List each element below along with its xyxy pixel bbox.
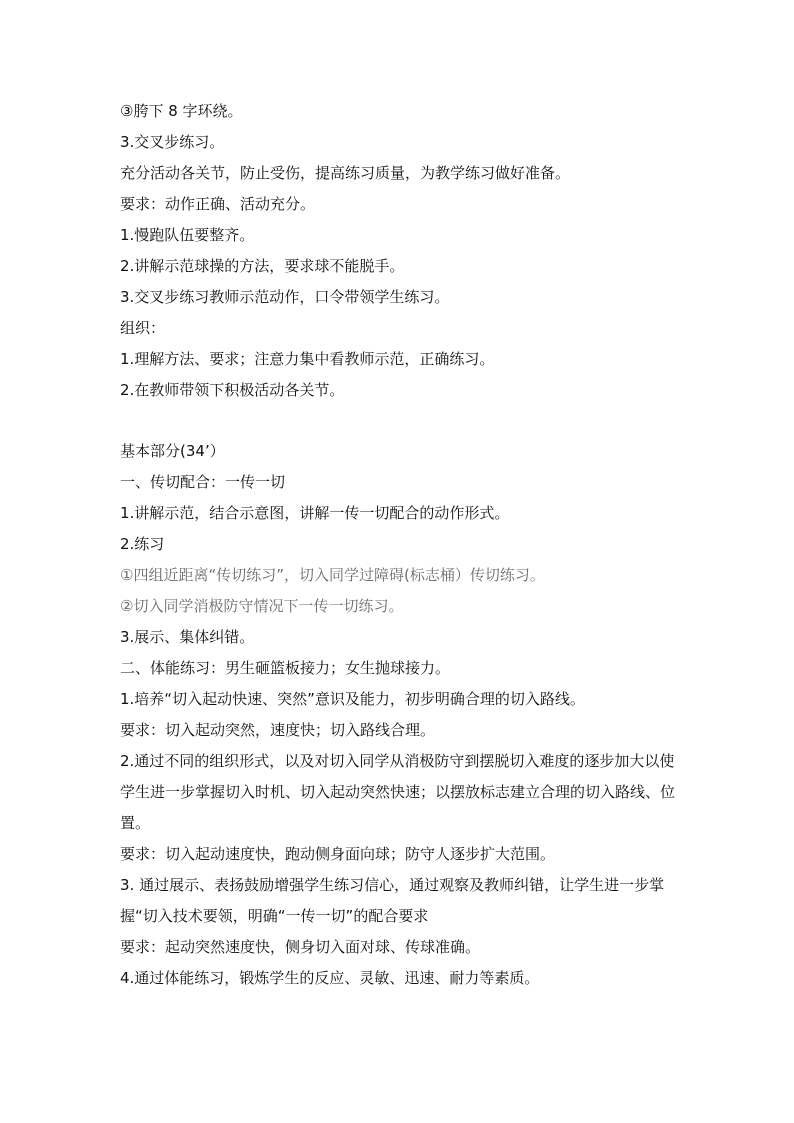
text-line: 3.交叉步练习教师示范动作，口令带领学生练习。 bbox=[120, 288, 450, 306]
section-heading: 基本部分(34’） bbox=[120, 442, 225, 460]
section-spacer bbox=[120, 406, 680, 436]
text-line: 1.慢跑队伍要整齐。 bbox=[120, 226, 255, 244]
text-line: 1.培养“切入起动快速、突然”意识及能力，初步明确合理的切入路线。 bbox=[120, 690, 585, 708]
text-line: 要求：起动突然速度快，侧身切入面对球、传球准确。 bbox=[120, 938, 481, 956]
text-line: 2.练习 bbox=[120, 535, 165, 553]
text-line: 充分活动各关节，防止受伤，提高练习质量，为教学练习做好准备。 bbox=[120, 164, 571, 182]
text-line: 3.展示、集体纠错。 bbox=[120, 628, 255, 646]
text-line: 2.讲解示范球操的方法，要求球不能脱手。 bbox=[120, 257, 405, 275]
text-line: 4.通过体能练习，锻炼学生的反应、灵敏、迅速、耐力等素质。 bbox=[120, 969, 540, 987]
text-line: ①四组近距离“传切练习”，切入同学过障碍(标志桶）传切练习。 bbox=[120, 566, 545, 584]
text-line: ②切入同学消极防守情况下一传一切练习。 bbox=[120, 597, 404, 615]
paragraph: 2.通过不同的组织形式，以及对切入同学从消极防守到摆脱切入难度的逐步加大以使学生进一步掌握切入时机、切入起动突然快速；以摆放标志建立合理的切入路线、位置。 bbox=[120, 752, 676, 832]
text-line: 1.讲解示范，结合示意图，讲解一传一切配合的动作形式。 bbox=[120, 504, 510, 522]
text-line: 一、传切配合：一传一切 bbox=[120, 473, 286, 491]
text-line: 二、体能练习：男生砸篮板接力；女生抛球接力。 bbox=[120, 659, 451, 677]
document-body bbox=[120, 96, 680, 994]
paragraph: 3. 通过展示、表扬鼓励增强学生练习信心，通过观察及教师纠错，让学生进一步掌握“切入技术要领，明确“一传一切”的配合要求 bbox=[120, 876, 665, 925]
text-line: 要求：切入起动突然，速度快；切入路线合理。 bbox=[120, 721, 436, 739]
text-line: ③胯下 8 字环绕。 bbox=[120, 102, 243, 120]
text-line: 2.在教师带领下积极活动各关节。 bbox=[120, 381, 345, 399]
text-line: 要求：切入起动速度快，跑动侧身面向球；防守人逐步扩大范围。 bbox=[120, 845, 556, 863]
text-line: 要求：动作正确、活动充分。 bbox=[120, 195, 316, 213]
text-line: 组织： bbox=[120, 319, 166, 337]
text-line: 3.交叉步练习。 bbox=[120, 133, 225, 151]
text-line: 1.理解方法、要求；注意力集中看教师示范，正确练习。 bbox=[120, 350, 495, 368]
